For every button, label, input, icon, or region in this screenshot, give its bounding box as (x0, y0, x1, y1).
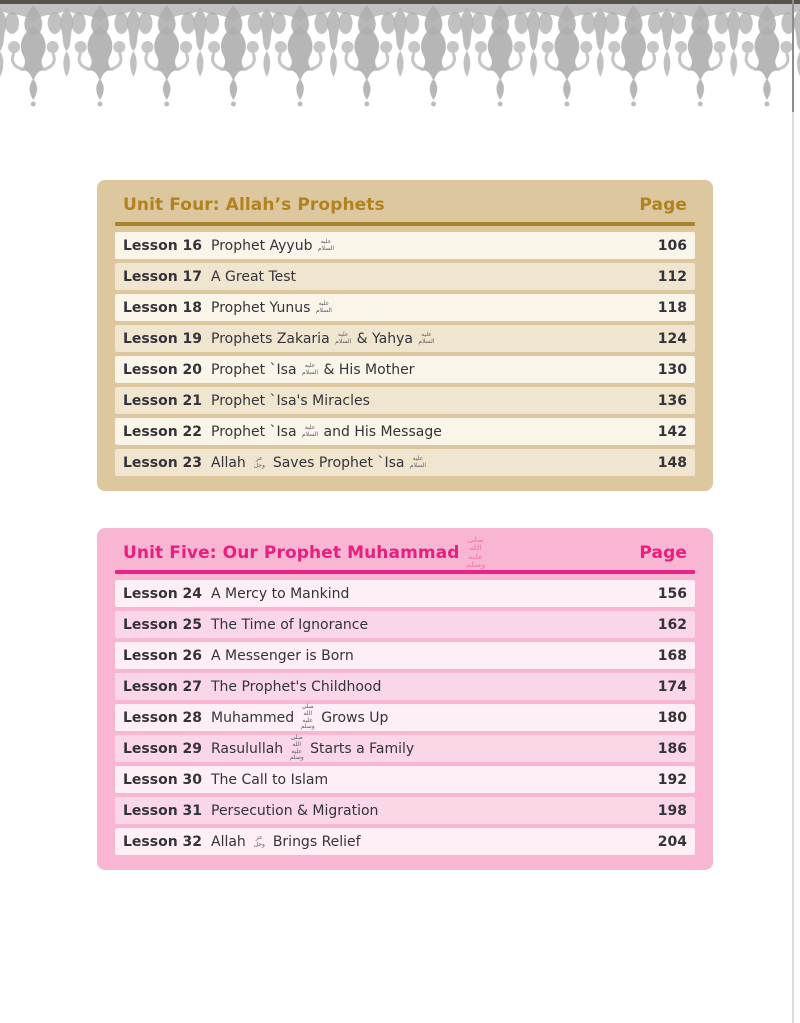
lesson-title (211, 269, 658, 285)
lesson-page-number: 124 (657, 330, 687, 347)
lesson-row (115, 294, 695, 321)
title-text: Prophet `Isa (211, 423, 297, 440)
alayhis-salam-icon: عليه السلام (301, 361, 319, 376)
lesson-title (211, 238, 658, 254)
header-rule (115, 570, 695, 574)
lesson-title (211, 834, 658, 850)
lesson-number: Lesson 30 (123, 771, 203, 788)
lesson-row (115, 673, 695, 700)
lesson-row (115, 611, 695, 638)
title-text: A Great Test (211, 268, 297, 285)
lesson-title (211, 679, 658, 695)
damask-pattern-svg (0, 0, 800, 112)
lesson-row (115, 232, 695, 259)
lesson-row (115, 735, 695, 762)
azza-wa-jall-icon: عز وجل (253, 454, 265, 469)
lesson-row (115, 449, 695, 476)
title-text: Prophets Zakaria (211, 330, 330, 347)
lesson-number: Lesson 21 (123, 392, 203, 409)
lesson-rows (115, 580, 695, 855)
lesson-row (115, 387, 695, 414)
title-text: Unit Five: Our Prophet Muhammad (123, 542, 460, 563)
title-text: Allah (211, 454, 246, 471)
title-text: & His Mother (323, 361, 415, 378)
lesson-title (211, 648, 658, 664)
lesson-row (115, 418, 695, 445)
lesson-number: Lesson 19 (123, 330, 203, 347)
lesson-row (115, 580, 695, 607)
title-text: Rasulullah (211, 740, 284, 757)
unit-four-card (97, 180, 713, 491)
header-rule (115, 222, 695, 226)
title-text: The Time of Ignorance (211, 616, 369, 633)
unit-title (123, 536, 487, 568)
alayhis-salam-icon: عليه السلام (335, 330, 352, 345)
unit-five-header (115, 536, 695, 569)
title-text: & Yahya (356, 330, 413, 347)
title-text: Grows Up (321, 709, 389, 726)
lesson-title (211, 362, 658, 378)
lesson-number: Lesson 28 (123, 709, 203, 726)
title-text: Persecution & Migration (211, 802, 379, 819)
title-text: Brings Relief (272, 833, 361, 850)
lesson-row (115, 642, 695, 669)
title-text: Allah (211, 833, 246, 850)
title-text: Prophet Yunus (211, 299, 311, 316)
lesson-page-number: 106 (657, 237, 687, 254)
lesson-page-number: 156 (657, 585, 687, 602)
lesson-page-number: 180 (657, 709, 687, 726)
lesson-row (115, 704, 695, 731)
page-column-header: Page (639, 194, 687, 215)
lesson-number: Lesson 23 (123, 454, 203, 471)
lesson-page-number: 174 (657, 678, 687, 695)
title-text: The Prophet's Childhood (211, 678, 382, 695)
lesson-page-number: 192 (657, 771, 687, 788)
lesson-title (211, 300, 658, 316)
title-text: A Mercy to Mankind (211, 585, 350, 602)
title-text: Prophet `Isa's Miracles (211, 392, 370, 409)
lesson-title (211, 617, 658, 633)
lesson-page-number: 186 (657, 740, 687, 757)
lesson-number: Lesson 24 (123, 585, 203, 602)
page-column-header: Page (639, 542, 687, 563)
unit-five-card (97, 528, 713, 870)
lesson-title (211, 586, 658, 602)
lesson-page-number: 204 (657, 833, 687, 850)
lesson-number: Lesson 31 (123, 802, 203, 819)
lesson-number: Lesson 17 (123, 268, 203, 285)
lesson-row (115, 325, 695, 352)
sallallahu-alayhi-wa-sallam-icon: صلى الله عليه وسلم (300, 702, 315, 731)
lesson-number: Lesson 18 (123, 299, 203, 316)
page-right-edge-line-dark (792, 0, 794, 112)
alayhis-salam-icon: عليه السلام (317, 237, 335, 252)
lesson-page-number: 112 (657, 268, 687, 285)
title-text: Prophet `Isa (211, 361, 297, 378)
lesson-row (115, 766, 695, 793)
unit-four-header (115, 191, 695, 218)
lesson-title (211, 393, 658, 409)
lesson-number: Lesson 26 (123, 647, 203, 664)
title-text: Prophet Ayyub (211, 237, 313, 254)
lesson-rows (115, 232, 695, 476)
lesson-row (115, 356, 695, 383)
lesson-title (211, 455, 658, 471)
lesson-number: Lesson 16 (123, 237, 203, 254)
lesson-number: Lesson 25 (123, 616, 203, 633)
lesson-title (211, 735, 658, 763)
lesson-row (115, 263, 695, 290)
azza-wa-jall-icon: عز وجل (253, 833, 265, 848)
lesson-number: Lesson 22 (123, 423, 203, 440)
alayhis-salam-icon: عليه السلام (409, 454, 427, 469)
title-text: Starts a Family (310, 740, 415, 757)
lesson-number: Lesson 29 (123, 740, 203, 757)
lesson-number: Lesson 32 (123, 833, 203, 850)
lesson-title (211, 772, 658, 788)
title-text: Unit Four: Allah’s Prophets (123, 194, 385, 215)
page-right-edge-line (792, 0, 794, 1023)
lesson-page-number: 136 (657, 392, 687, 409)
unit-title (123, 195, 385, 215)
lesson-page-number: 198 (657, 802, 687, 819)
lesson-page-number: 118 (657, 299, 687, 316)
lesson-number: Lesson 20 (123, 361, 203, 378)
lesson-title (211, 803, 658, 819)
title-text: Saves Prophet `Isa (272, 454, 405, 471)
title-text: A Messenger is Born (211, 647, 354, 664)
lesson-page-number: 130 (657, 361, 687, 378)
lesson-title (211, 331, 658, 347)
damask-border-ornament (0, 0, 800, 112)
lesson-page-number: 148 (657, 454, 687, 471)
sallallahu-alayhi-wa-sallam-icon: صلى الله عليه وسلم (289, 733, 304, 762)
alayhis-salam-icon: عليه السلام (418, 330, 435, 345)
title-text: The Call to Islam (211, 771, 329, 788)
lesson-title (211, 704, 658, 732)
lesson-page-number: 142 (657, 423, 687, 440)
sallallahu-alayhi-wa-sallam-icon: صلى الله عليه وسلم (465, 536, 486, 569)
alayhis-salam-icon: عليه السلام (301, 423, 319, 438)
alayhis-salam-icon: عليه السلام (315, 299, 332, 314)
lesson-row (115, 797, 695, 824)
lesson-number: Lesson 27 (123, 678, 203, 695)
title-text: Muhammed (211, 709, 295, 726)
title-text: and His Message (323, 423, 442, 440)
lesson-page-number: 162 (657, 616, 687, 633)
lesson-page-number: 168 (657, 647, 687, 664)
lesson-row (115, 828, 695, 855)
lesson-title (211, 424, 658, 440)
